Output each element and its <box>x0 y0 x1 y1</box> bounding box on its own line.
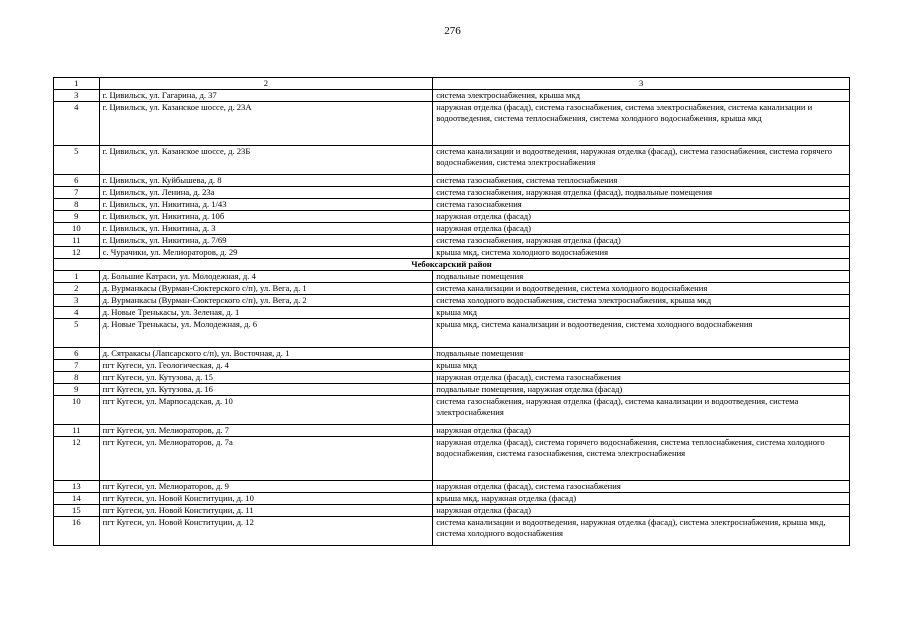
row-address: д. Новые Тренькасы, ул. Зеленая, д. 1 <box>99 307 433 319</box>
row-number: 11 <box>54 235 100 247</box>
table-row <box>54 319 850 348</box>
section-title: Чебоксарский район <box>54 259 850 271</box>
row-systems: наружная отделка (фасад), система горячего водоснабжения, система теплоснабжения, система холодного водоснабжения, система газоснабжения, система электроснабжения <box>433 437 850 481</box>
table-row <box>54 102 850 146</box>
table-row <box>54 348 850 360</box>
row-address: пгт Кугеси, ул. Новой Конституции, д. 12 <box>99 517 433 546</box>
row-systems: крыша мкд <box>433 307 850 319</box>
row-number: 4 <box>54 307 100 319</box>
table-row <box>54 146 850 175</box>
table-row <box>54 505 850 517</box>
row-address: пгт Кугеси, ул. Мелиораторов, д. 9 <box>99 481 433 493</box>
page-number: 276 <box>444 25 461 37</box>
row-number: 15 <box>54 505 100 517</box>
row-systems: система холодного водоснабжения, система электроснабжения, крыша мкд <box>433 295 850 307</box>
row-systems: крыша мкд, система холодного водоснабжения <box>433 247 850 259</box>
row-systems: система электроснабжения, крыша мкд <box>433 90 850 102</box>
table-row <box>54 235 850 247</box>
row-systems: наружная отделка (фасад), система газоснабжения <box>433 481 850 493</box>
row-address: пгт Кугеси, ул. Геологическая, д. 4 <box>99 360 433 372</box>
row-number: 14 <box>54 493 100 505</box>
table-row <box>54 295 850 307</box>
row-number: 2 <box>54 283 100 295</box>
table-row <box>54 481 850 493</box>
row-systems: система канализации и водоотведения, наружная отделка (фасад), система газоснабжения, система горячего водоснабжения, система электроснабжения <box>433 146 850 175</box>
table-row <box>54 493 850 505</box>
row-number: 1 <box>54 271 100 283</box>
row-systems: система газоснабжения, наружная отделка (фасад), подвальные помещения <box>433 187 850 199</box>
row-systems: система газоснабжения, наружная отделка (фасад) <box>433 235 850 247</box>
row-systems: система канализации и водоотведения, система холодного водоснабжения <box>433 283 850 295</box>
row-systems: система канализации и водоотведения, наружная отделка (фасад), система электроснабжения, крыша мкд, система холодного водоснабжения <box>433 517 850 546</box>
row-number: 12 <box>54 247 100 259</box>
row-systems: подвальные помещения <box>433 348 850 360</box>
row-systems: система газоснабжения, система теплоснабжения <box>433 175 850 187</box>
row-systems: наружная отделка (фасад) <box>433 425 850 437</box>
row-address: д. Вурманкасы (Вурман-Сюктерского с/п), ул. Вега, д. 2 <box>99 295 433 307</box>
building-systems-table <box>53 77 850 546</box>
row-number: 8 <box>54 199 100 211</box>
row-address: пгт Кугеси, ул. Новой Конституции, д. 10 <box>99 493 433 505</box>
row-address: г. Цивильск, ул. Никитина, д. 1/43 <box>99 199 433 211</box>
row-systems: крыша мкд <box>433 360 850 372</box>
row-number: 6 <box>54 348 100 360</box>
table-row <box>54 517 850 546</box>
row-number: 5 <box>54 146 100 175</box>
row-systems: наружная отделка (фасад) <box>433 211 850 223</box>
row-address: г. Цивильск, ул. Ленина, д. 23а <box>99 187 433 199</box>
header-col-systems: 3 <box>433 78 850 90</box>
table-row <box>54 223 850 235</box>
table-row <box>54 384 850 396</box>
row-systems: система газоснабжения <box>433 199 850 211</box>
row-address: д. Вурманкасы (Вурман-Сюктерского с/п), ул. Вега, д. 1 <box>99 283 433 295</box>
row-address: д. Большие Катраси, ул. Молодежная, д. 4 <box>99 271 433 283</box>
row-systems: подвальные помещения, наружная отделка (фасад) <box>433 384 850 396</box>
row-number: 10 <box>54 396 100 425</box>
row-systems: подвальные помещения <box>433 271 850 283</box>
row-number: 7 <box>54 187 100 199</box>
row-address: д. Сятракасы (Лапсарского с/п), ул. Восточная, д. 1 <box>99 348 433 360</box>
row-address: пгт Кугеси, ул. Марпосадская, д. 10 <box>99 396 433 425</box>
row-systems: система газоснабжения, наружная отделка (фасад), система канализации и водоотведения, система электроснабжения <box>433 396 850 425</box>
table-row <box>54 90 850 102</box>
row-address: г. Цивильск, ул. Гагарина, д. 37 <box>99 90 433 102</box>
row-address: пгт Кугеси, ул. Новой Конституции, д. 11 <box>99 505 433 517</box>
table-row <box>54 396 850 425</box>
table-row <box>54 247 850 259</box>
row-address: г. Цивильск, ул. Никитина, д. 10б <box>99 211 433 223</box>
row-number: 12 <box>54 437 100 481</box>
table-row <box>54 199 850 211</box>
row-address: г. Цивильск, ул. Никитина, д. 7/69 <box>99 235 433 247</box>
row-number: 13 <box>54 481 100 493</box>
table-row <box>54 372 850 384</box>
row-systems: наружная отделка (фасад) <box>433 505 850 517</box>
row-address: пгт Кугеси, ул. Мелиораторов, д. 7 <box>99 425 433 437</box>
table-row <box>54 211 850 223</box>
table-row <box>54 425 850 437</box>
row-number: 7 <box>54 360 100 372</box>
row-systems: наружная отделка (фасад), система газоснабжения <box>433 372 850 384</box>
header-col-number: 1 <box>54 78 100 90</box>
row-systems: наружная отделка (фасад) <box>433 223 850 235</box>
row-number: 3 <box>54 295 100 307</box>
section-row <box>54 259 850 271</box>
row-address: пгт Кугеси, ул. Кутузова, д. 16 <box>99 384 433 396</box>
row-number: 16 <box>54 517 100 546</box>
table-row <box>54 175 850 187</box>
row-number: 9 <box>54 384 100 396</box>
row-address: г. Цивильск, ул. Никитина, д. 3 <box>99 223 433 235</box>
row-address: д. Новые Тренькасы, ул. Молодежная, д. 6 <box>99 319 433 348</box>
row-systems: наружная отделка (фасад), система газоснабжения, система электроснабжения, система канализации и водоотведения, система теплоснабжения, система холодного водоснабжения, крыша мкд <box>433 102 850 146</box>
table-header-row <box>54 78 850 90</box>
row-systems: крыша мкд, наружная отделка (фасад) <box>433 493 850 505</box>
row-number: 3 <box>54 90 100 102</box>
table-row <box>54 283 850 295</box>
row-address: пгт Кугеси, ул. Кутузова, д. 15 <box>99 372 433 384</box>
row-number: 5 <box>54 319 100 348</box>
row-number: 6 <box>54 175 100 187</box>
row-address: пгт Кугеси, ул. Мелиораторов, д. 7а <box>99 437 433 481</box>
row-address: г. Цивильск, ул. Куйбышева, д. 8 <box>99 175 433 187</box>
table-row <box>54 437 850 481</box>
header-col-address: 2 <box>99 78 433 90</box>
row-systems: крыша мкд, система канализации и водоотведения, система холодного водоснабжения <box>433 319 850 348</box>
table-row <box>54 271 850 283</box>
row-number: 9 <box>54 211 100 223</box>
row-number: 10 <box>54 223 100 235</box>
table-row <box>54 360 850 372</box>
row-address: г. Цивильск, ул. Казанское шоссе, д. 23А <box>99 102 433 146</box>
table-row <box>54 187 850 199</box>
row-address: г. Цивильск, ул. Казанское шоссе, д. 23Б <box>99 146 433 175</box>
row-number: 11 <box>54 425 100 437</box>
row-address: с. Чурачики, ул. Мелиораторов, д. 29 <box>99 247 433 259</box>
row-number: 8 <box>54 372 100 384</box>
table-row <box>54 307 850 319</box>
row-number: 4 <box>54 102 100 146</box>
